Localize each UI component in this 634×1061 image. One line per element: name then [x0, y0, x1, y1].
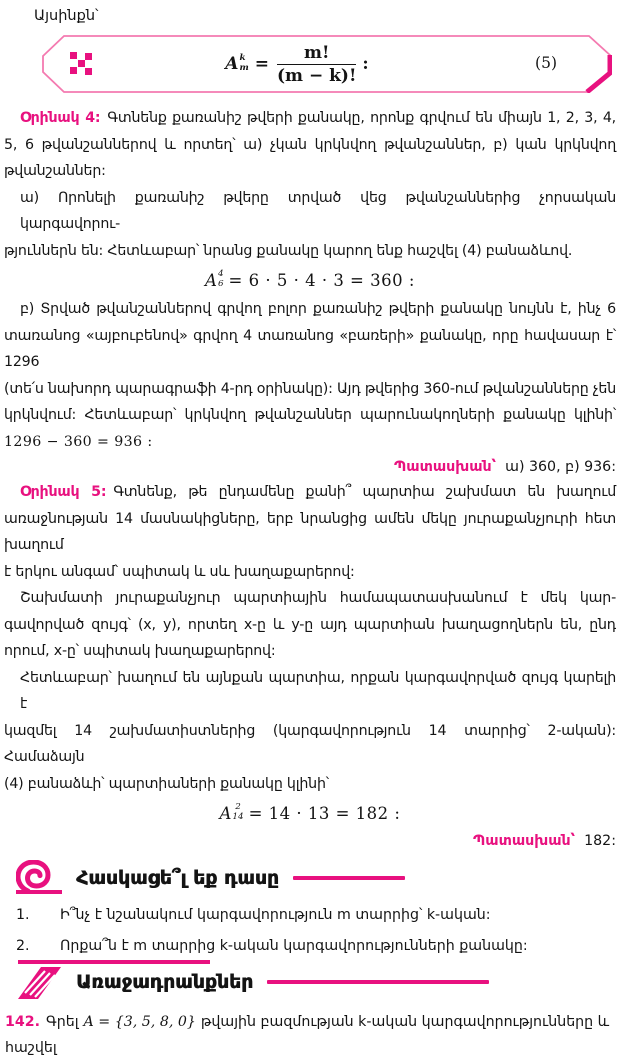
text-line: (4) բանաձևի՝ պարտիաների քանակը կլինի՝: [4, 775, 329, 792]
arrangements-formula: [42, 35, 552, 93]
section-title: Առաջադրանքներ: [76, 971, 254, 993]
section-rule: [267, 980, 489, 984]
answer-value: 182:: [584, 833, 616, 849]
text-segment: Գտնենք, թե ընդամենը քանի՞ պարտիա շախմատ են խաղում: [113, 484, 616, 500]
answer-line: [4, 455, 616, 479]
answer-value: ա) 360, բ) 936:: [505, 459, 616, 475]
section-title: Հասկացե՞լ եք դասը: [76, 867, 279, 889]
text-line: [4, 479, 616, 506]
spiral-glyph: [16, 860, 54, 894]
formula-base: A: [225, 54, 239, 74]
text-line: 5, 6 թվանշաններով և որտեղ՝ ա) չկան կրկնվող թվանշաններ, բ) կան կրկնվող: [4, 136, 616, 153]
formula-rest: = 14 · 13 = 182 :: [248, 803, 401, 823]
section-assignments: [16, 964, 616, 1000]
text-line: (տե՛ս նախորդ պարագրաֆի 4-րդ օրինակը): Այդ թվերից 360-ում թվանշանները չեն: [4, 380, 617, 397]
problem-number: 142.: [5, 1014, 41, 1030]
text-line: Հետևաբար՝ խաղում են այնքան պարտիա, որքան կարգավորված զույգ կարելի է: [20, 669, 616, 712]
text-line: որում, x-ը՝ սպիտակ խաղաքարերով:: [4, 643, 276, 659]
answer-label: Պատասխան՝: [393, 459, 497, 475]
inline-calculation: 1296 − 360 = 936 :: [4, 433, 153, 450]
armenian-full-stop: :: [362, 54, 369, 74]
formula-sup: 2: [235, 802, 241, 813]
pen-glyph: [16, 964, 62, 1000]
example4-label: Օրինակ 4:: [20, 110, 101, 126]
display-formula-a142: [4, 797, 616, 829]
text-line: կրկնվում: Հետևաբար՝ կրկնվող թվանշաններ պարունակողների քանակը կլինի՝: [4, 407, 616, 423]
formula-sup: k: [239, 53, 246, 64]
question-number: 1.: [16, 907, 30, 923]
problem-text-pre: Գրել: [46, 1014, 79, 1030]
answer-label: Պատասխան՝: [472, 833, 576, 849]
denominator: (m − k)!: [277, 65, 357, 86]
formula-sub: 6: [217, 279, 224, 289]
formula-supsub: [232, 803, 243, 822]
section-check-yourself: [16, 861, 616, 895]
text-segment: Գտնենք քառանիշ թվերի քանակը, որոնք գրվում են միայն 1, 2, 3, 4,: [107, 110, 616, 126]
formula-supsub: [218, 270, 224, 289]
problem-row: [5, 1009, 616, 1061]
question-row: [16, 934, 616, 958]
text-line: առաջնության 14 մասնակիցները, երբ նրանցից ամեն մեկը յուրաքանչյուրի հետ խաղում: [4, 510, 616, 553]
spiral-icon: [16, 860, 62, 896]
equals-sign: =: [254, 54, 270, 74]
equation-number: (5): [535, 54, 557, 72]
display-formula-a46: [4, 264, 616, 296]
text-line: թվանշաններ:: [4, 163, 106, 179]
problem-text-post: թվային բազմության k-ական կարգավորությունները և հաշվել: [5, 1014, 610, 1056]
formula-rest: = 6 · 5 · 4 · 3 = 360 :: [228, 270, 415, 290]
formula-box: [42, 35, 612, 93]
question-row: [16, 903, 616, 927]
formula-sup: 4: [217, 269, 224, 280]
formula-base: A: [205, 270, 217, 290]
formula-sub: 14: [232, 812, 244, 822]
text-line: բ) Տրված թվանշաններով գրվող բոլոր քառանիշ թվերի քանակը նույնն է, ինչ 6: [20, 301, 616, 317]
fraction: [277, 43, 356, 86]
formula-base: A: [219, 803, 232, 823]
text-line: է երկու անգամ՝ սպիտակ և սև խաղաքարերով:: [4, 563, 355, 580]
text-line: կազմել 14 շախմատիստներից (կարգավորություն 14 տարրից՝ 2-ական): Համաձայն: [4, 722, 616, 765]
example5-label: Օրինակ 5:: [20, 484, 107, 500]
problem-set-notation: A = {3, 5, 8, 0}: [83, 1014, 196, 1030]
icon-underline: [16, 890, 62, 894]
text-line: թյուններն են: Հետևաբար՝ նրանց քանակը կարող ենք հաշվել (4) բանաձևով.: [4, 242, 573, 259]
intro-text: Այսինքն՝: [34, 8, 99, 24]
text-line: Շախմատի յուրաքանչյուր պարտիային համապատասխանում է մեկ կար-: [20, 590, 616, 606]
answer-line: [4, 829, 616, 853]
text-line: ա) Որոնելի քառանիշ թվերը տրված վեց թվանշաններից չորսական կարգավորու-: [20, 189, 616, 232]
formula-sub: m: [239, 63, 249, 73]
text-line: [4, 105, 616, 132]
numerator: m!: [277, 43, 356, 65]
question-number: 2.: [16, 938, 30, 954]
section-rule: [293, 876, 405, 880]
question-text: Որքա՞ն է m տարրից k-ական կարգավորությունների քանակը:: [60, 938, 528, 954]
text-line: տառանոց «այբուբենով» գրվող 4 տառանոց «բառերի» քանակը, որը հավասար է՝ 1296: [4, 327, 616, 370]
formula-supsub: [240, 54, 249, 73]
text-line: գավորված զույգ՝ (x, y), որտեղ x-ը և y-ը այդ պարտիան խաղացողներն են, ընդ: [4, 616, 616, 633]
question-text: Ի՞նչ է նշանակում կարգավորություն m տարրից՝ k-ական:: [60, 907, 491, 923]
pen-stripes-icon: [16, 964, 62, 1000]
